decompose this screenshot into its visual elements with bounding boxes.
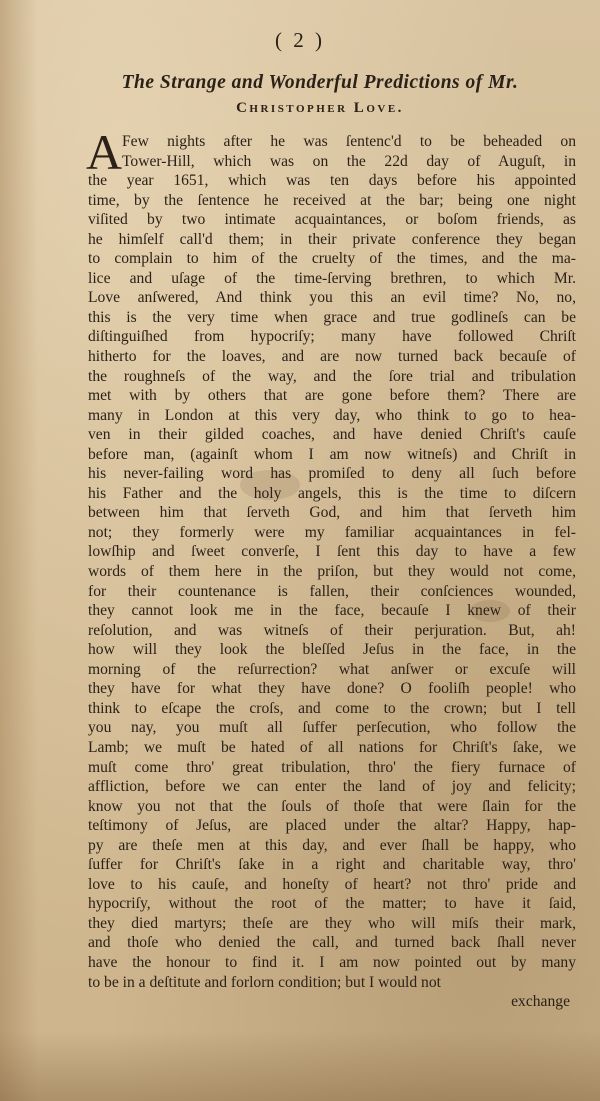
text-line: how will they look the bleſſed Jeſus in the face, in the — [88, 641, 576, 659]
catchword: exchange — [511, 993, 570, 1010]
text-line: think to eſcape the croſs, and come to the crown; but I tell — [88, 699, 576, 717]
text-line: hitherto for the loaves, and are now turned back becauſe of — [88, 348, 576, 366]
text-line: Tower-Hill, which was on the 22d day of Auguſt, in — [122, 152, 576, 170]
text-line: love to his cauſe, and honeſty of heart? not thro' pride and — [88, 875, 576, 893]
text-line: have the honour to find it. I am now pointed out by many — [88, 953, 576, 971]
text-line: and thoſe who denied the call, and turned back ſhall never — [88, 934, 576, 952]
body-text — [86, 124, 576, 992]
text-line: Few nights after he was ſentenc'd to be beheaded on — [122, 133, 576, 150]
text-line: hypocriſy, without the root of the matter; to have it ſaid, — [88, 895, 576, 913]
text-line: his never-failing word has promiſed to deny all ſuch before — [88, 465, 576, 483]
text-line: for their countenance is fallen, their conſciences wounded, — [88, 582, 576, 600]
text-line: morning of the reſurrection? what anſwer or excuſe will — [88, 660, 576, 678]
text-line: Lamb; we muſt be hated of all nations for Chriſt's ſake, we — [88, 738, 576, 756]
text-line: to be in a deſtitute and forlorn condition; but I would not — [88, 973, 441, 991]
text-line: Love anſwered, And think you this an evil time? No, no, — [88, 289, 576, 307]
text-line: affliction, before we can enter the land of joy and felicity; — [88, 778, 576, 796]
page-subtitle: Christopher Love. — [236, 100, 404, 116]
drop-cap: A — [86, 124, 123, 180]
text-line: this is the very time when grace and true godlineſs can be — [88, 308, 576, 326]
text-line: ven in their gilded coaches, and have denied Chriſt's cauſe — [88, 426, 576, 444]
text-line: diſtinguiſhed from hypocriſy; many have followed Chriſt — [88, 328, 576, 346]
text-line: you nay, you muſt all ſuffer perſecution, who follow the — [88, 719, 576, 737]
text-line: they have for what they have done? O fooliſh people! who — [88, 680, 576, 698]
text-line: reſolution, and was witneſs of their perjuration. But, ah! — [88, 621, 576, 639]
text-line: they cannot look me in the face, becauſe I knew of their — [88, 602, 576, 620]
text-line: time, by the ſentence he received at the bar; being one night — [88, 191, 576, 209]
page-bottom-shadow — [0, 1031, 600, 1101]
text-line: many in London at this very day, who think to go to hea- — [88, 406, 576, 424]
text-line: py are theſe men at this day, and ever ſhall be happy, who — [88, 836, 576, 854]
text-line: lowſhip and ſweet converſe, I ſent this day to have a few — [88, 543, 576, 561]
text-line: before man, (againſt whom I am now witneſs) and Chriſt in — [88, 445, 576, 463]
text-line: they died martyrs; theſe are they who will miſs their mark, — [88, 914, 576, 932]
text-line: between him that ſerveth God, and him that ſerveth him — [88, 504, 576, 522]
text-line: words of them here in the priſon, but they would not come, — [88, 563, 576, 581]
text-line: the roughneſs of the way, and the ſore trial and tribulation — [88, 367, 576, 385]
page-number: ( 2 ) — [275, 28, 325, 52]
text-line: he himſelf call'd them; in their private conference they began — [88, 230, 576, 248]
page-title: The Strange and Wonderful Predictions of Mr. — [121, 72, 519, 93]
text-line: lice and uſage of the time-ſerving brethren, to which Mr. — [88, 269, 576, 287]
text-line: met with by others that are gone before them? There are — [88, 387, 576, 405]
text-line: to complain to him of the cruelty of the times, and the ma- — [88, 250, 576, 268]
text-line: the year 1651, which was ten days before his appointed — [88, 172, 576, 190]
text-line: not; they formerly were my familiar acquaintances in fel- — [88, 523, 576, 541]
text-line: teſtimony of Jeſus, are placed under the altar? Happy, hap- — [88, 817, 576, 835]
text-line: muſt come thro' great tribulation, thro' the fiery furnace of — [88, 758, 576, 776]
page-edge-shadow — [0, 0, 38, 1101]
text-line: his Father and the holy angels, this is the time to diſcern — [88, 484, 576, 502]
text-line: ſuffer for Chriſt's ſake in a right and charitable way, thro' — [88, 856, 576, 874]
text-line: viſited by two intimate acquaintances, or boſom friends, as — [88, 211, 576, 229]
text-line: know you not that the ſouls of thoſe that were ſlain for the — [88, 797, 576, 815]
